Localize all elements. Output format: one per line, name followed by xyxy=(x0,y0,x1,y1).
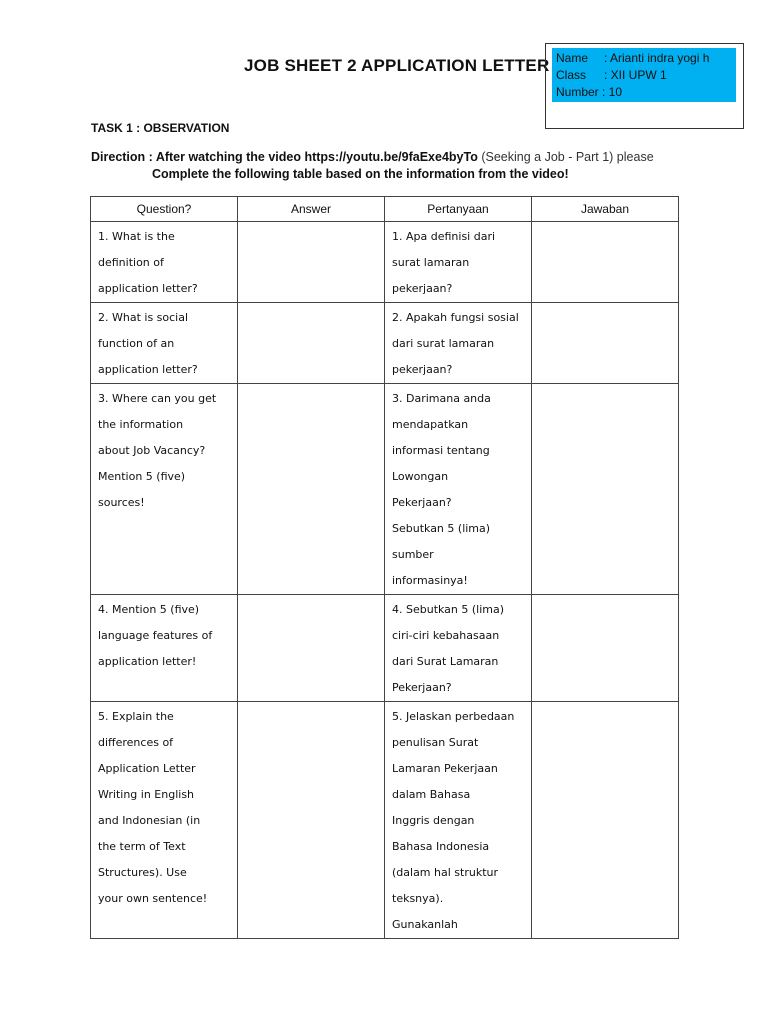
pertanyaan-text: 1. Apa definisi dari surat lamaran pekerjaan? xyxy=(392,230,496,295)
question-text: 3. Where can you get the information about Job Vacancy? Mention 5 (five) sources! xyxy=(98,392,217,509)
header-question: Question? xyxy=(91,197,238,222)
question-cell xyxy=(91,303,238,384)
answer-cell[interactable] xyxy=(238,303,385,384)
question-text: 5. Explain the differences of Application Letter Writing in English and Indonesian (in the term of Text Structures). Use your own sentence! xyxy=(98,710,208,905)
number-line: Number : 10 xyxy=(556,85,623,99)
jawaban-cell[interactable] xyxy=(532,303,679,384)
page-title: JOB SHEET 2 APPLICATION LETTER xyxy=(244,56,550,75)
student-info-highlight xyxy=(552,48,736,102)
table-row xyxy=(91,384,679,595)
student-name-row xyxy=(556,50,736,67)
table-row xyxy=(91,595,679,702)
student-info-box xyxy=(545,43,744,129)
direction-bold-text: Direction : After watching the video https://youtu.be/9faExe4byTo xyxy=(91,150,478,164)
student-number-row xyxy=(556,84,736,101)
pertanyaan-cell xyxy=(385,384,532,595)
class-label: Class xyxy=(556,68,587,82)
question-text: 4. Mention 5 (five) language features of application letter! xyxy=(98,603,213,668)
header-jawaban: Jawaban xyxy=(532,197,679,222)
pertanyaan-cell xyxy=(385,595,532,702)
table-row xyxy=(91,702,679,939)
task-heading: TASK 1 : OBSERVATION xyxy=(91,121,230,135)
question-cell xyxy=(91,222,238,303)
question-cell xyxy=(91,595,238,702)
pertanyaan-text: 5. Jelaskan perbedaan penulisan Surat Lamaran Pekerjaan dalam Bahasa Inggris dengan Bahasa Indonesia (dalam hal struktur teksnya). Gunakanlah xyxy=(392,710,515,931)
direction-plain-text: (Seeking a Job - Part 1) please xyxy=(477,150,654,164)
question-cell xyxy=(91,702,238,939)
question-text: 1. What is the definition of application letter? xyxy=(98,230,198,295)
name-value: : Arianti indra yogi h xyxy=(604,51,710,65)
table-header-row xyxy=(91,197,679,222)
class-value: : XII UPW 1 xyxy=(604,68,667,82)
question-cell xyxy=(91,384,238,595)
pertanyaan-cell xyxy=(385,222,532,303)
header-answer: Answer xyxy=(238,197,385,222)
direction-line-1 xyxy=(91,149,654,165)
observation-table xyxy=(90,196,679,939)
pertanyaan-text: 2. Apakah fungsi sosial dari surat lamaran pekerjaan? xyxy=(392,311,519,376)
pertanyaan-cell xyxy=(385,702,532,939)
answer-cell[interactable] xyxy=(238,384,385,595)
student-class-row xyxy=(556,67,736,84)
jawaban-cell[interactable] xyxy=(532,384,679,595)
pertanyaan-cell xyxy=(385,303,532,384)
table-row xyxy=(91,303,679,384)
table-row xyxy=(91,222,679,303)
name-label: Name xyxy=(556,51,589,65)
pertanyaan-text: 4. Sebutkan 5 (lima) ciri-ciri kebahasaan dari Surat Lamaran Pekerjaan? xyxy=(392,603,505,694)
jawaban-cell[interactable] xyxy=(532,595,679,702)
header-pertanyaan: Pertanyaan xyxy=(385,197,532,222)
answer-cell[interactable] xyxy=(238,702,385,939)
jawaban-cell[interactable] xyxy=(532,702,679,939)
answer-cell[interactable] xyxy=(238,222,385,303)
pertanyaan-text: 3. Darimana anda mendapatkan informasi tentang Lowongan Pekerjaan? Sebutkan 5 (lima) sumber informasinya! xyxy=(392,392,491,587)
direction-line-2: Complete the following table based on the information from the video! xyxy=(152,167,569,181)
question-text: 2. What is social function of an application letter? xyxy=(98,311,198,376)
answer-cell[interactable] xyxy=(238,595,385,702)
jawaban-cell[interactable] xyxy=(532,222,679,303)
